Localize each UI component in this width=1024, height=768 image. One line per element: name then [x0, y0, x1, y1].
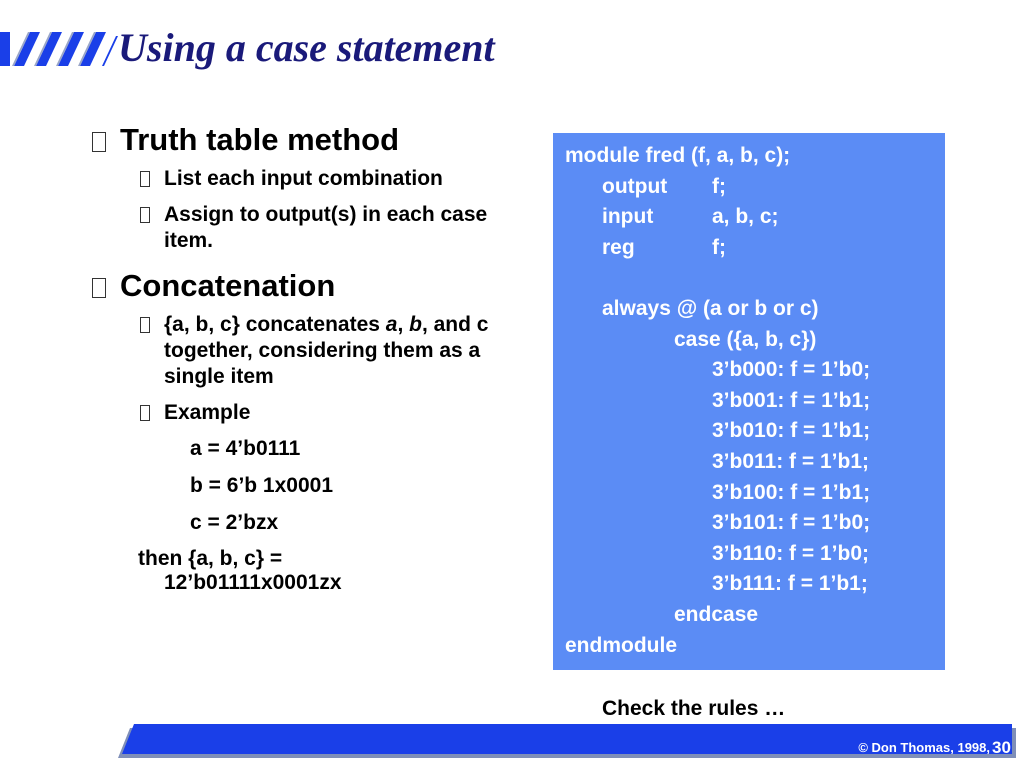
code-text: module fred (f, a, b, c);	[565, 144, 791, 167]
bullet-assign-output	[88, 202, 528, 254]
code-line	[565, 233, 945, 264]
code-block	[553, 133, 945, 670]
code-keyword: reg	[602, 235, 635, 259]
bullet-concatenation	[88, 268, 528, 304]
code-line	[565, 416, 945, 447]
footer-copyright: © Don Thomas, 1998,	[858, 740, 990, 755]
bullet-text: Truth table method	[120, 122, 399, 157]
code-line	[565, 172, 945, 203]
result-line-1: then {a, b, c} =	[138, 547, 283, 570]
bullet-list	[88, 122, 528, 595]
page-number: 30	[992, 738, 1011, 757]
code-text: always @ (a or b or c)	[602, 296, 819, 320]
bullet-box-icon	[140, 207, 150, 223]
code-line	[565, 569, 945, 600]
code-value: f;	[712, 174, 726, 198]
code-line-blank	[565, 263, 945, 294]
code-value: f;	[712, 235, 726, 259]
case-item: 3’b011: f = 1’b1;	[712, 449, 869, 473]
bullet-text-part: , and c together, considering them as a single item	[164, 313, 489, 388]
bullet-box-icon	[140, 317, 150, 333]
bullet-text-part: ,	[397, 313, 410, 336]
case-item: 3’b110: f = 1’b0;	[712, 541, 869, 565]
code-line	[565, 294, 945, 325]
check-rules-note: Check the rules …	[602, 697, 786, 720]
result-line-2: 12’b01111x0001zx	[164, 571, 342, 594]
case-item: 3’b010: f = 1’b1;	[712, 419, 871, 443]
case-item: 3’b001: f = 1’b1;	[712, 388, 871, 412]
code-value: a, b, c;	[712, 205, 779, 229]
bullet-text: Assign to output(s) in each case item.	[164, 203, 488, 252]
example-result	[88, 547, 528, 595]
slide-title: Using a case statement	[118, 25, 495, 70]
code-line	[565, 478, 945, 509]
code-line	[565, 631, 945, 662]
case-item: 3’b000: f = 1’b0;	[712, 358, 871, 382]
code-line	[565, 600, 945, 631]
bullet-box-icon	[92, 278, 106, 298]
bullet-text-italic-b: b	[409, 313, 422, 336]
bullet-box-icon	[140, 171, 150, 187]
code-line	[565, 508, 945, 539]
case-item: 3’b100: f = 1’b1;	[712, 480, 871, 504]
bullet-box-icon	[140, 405, 150, 421]
code-line	[565, 539, 945, 570]
bullet-box-icon	[92, 132, 106, 152]
bullet-concat-desc	[88, 312, 528, 390]
code-keyword: input	[602, 205, 654, 229]
bullet-list-each	[88, 166, 528, 192]
code-text: endmodule	[565, 633, 678, 657]
case-item: 3’b101: f = 1’b0;	[712, 511, 871, 535]
case-item: 3’b111: f = 1’b1;	[712, 572, 868, 596]
code-text: endcase	[674, 602, 759, 626]
bullet-example	[88, 400, 528, 426]
example-c: c = 2’bzx	[190, 511, 279, 534]
code-text: case ({a, b, c})	[674, 327, 817, 351]
code-line	[565, 325, 945, 356]
code-keyword: output	[602, 174, 668, 198]
bullet-text: Example	[164, 401, 251, 424]
example-b: b = 6’b 1x0001	[190, 474, 334, 497]
code-line	[565, 141, 945, 172]
bullet-text: List each input combination	[164, 167, 443, 190]
logo-stripes-icon	[0, 28, 122, 70]
bullet-text-italic-a: a	[385, 313, 398, 336]
bullet-truth-table	[88, 122, 528, 158]
bullet-text: Concatenation	[120, 268, 336, 303]
bullet-text-part: {a, b, c} concatenates	[164, 313, 386, 336]
example-a: a = 4’b0111	[190, 437, 301, 460]
code-line	[565, 447, 945, 478]
code-line	[565, 202, 945, 233]
code-line	[565, 386, 945, 417]
code-line	[565, 355, 945, 386]
